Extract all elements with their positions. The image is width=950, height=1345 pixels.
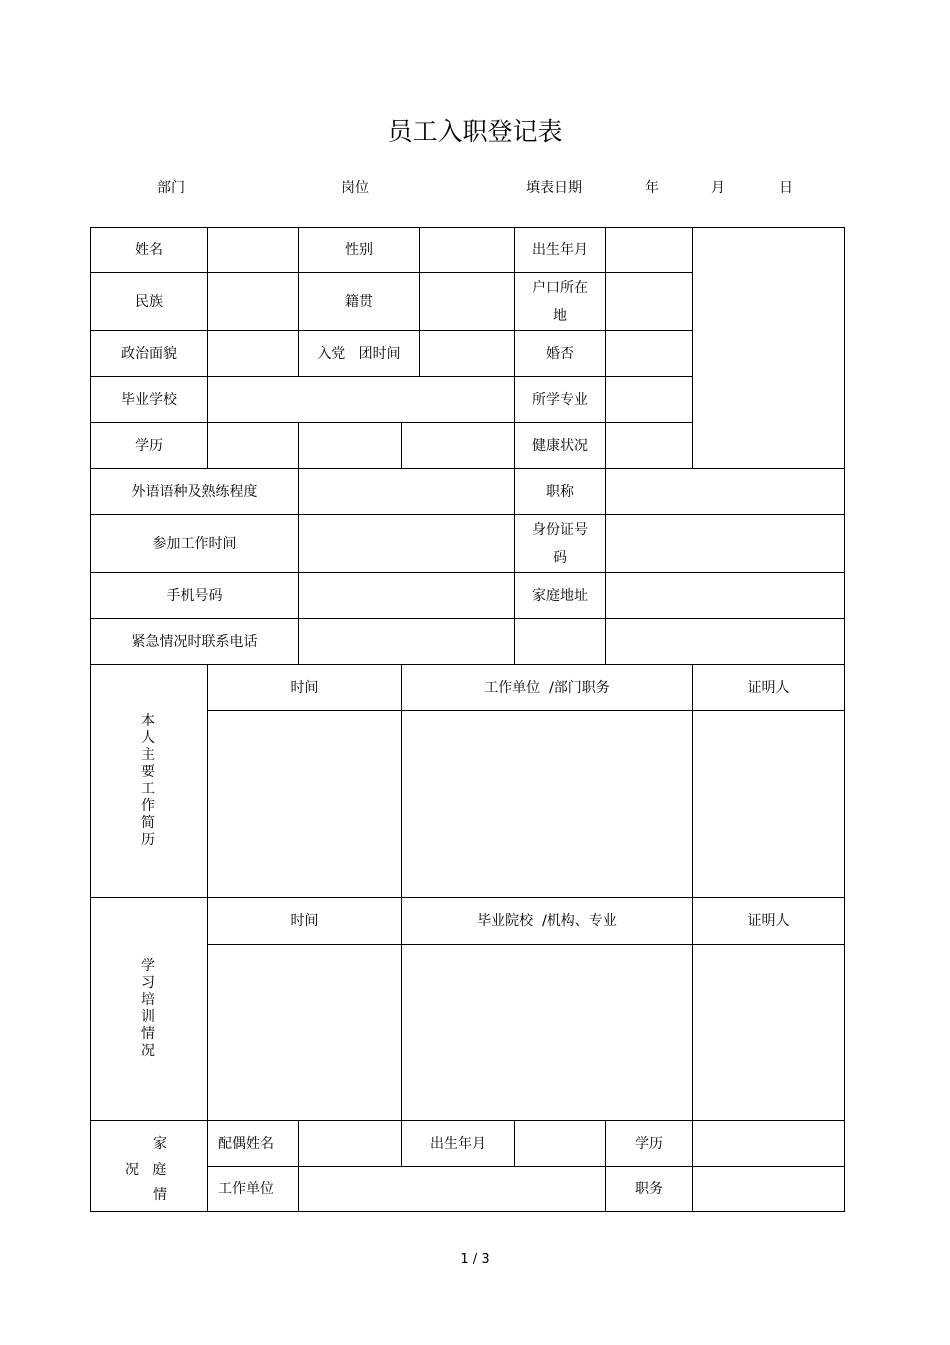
family-label-b: 况 庭 bbox=[125, 1162, 167, 1178]
address-label: 家庭地址 bbox=[532, 587, 588, 604]
study-witness-field[interactable] bbox=[693, 945, 844, 1120]
work-unit-header: 工作单位 /部门职务 bbox=[484, 679, 610, 696]
spouse-name-label: 配偶姓名 bbox=[218, 1135, 274, 1152]
photo-box[interactable] bbox=[693, 228, 844, 468]
education-field-3[interactable] bbox=[402, 423, 514, 468]
work-time-field[interactable] bbox=[208, 711, 401, 897]
post-label: 岗位 bbox=[341, 180, 369, 196]
spouse-work-unit-label: 工作单位 bbox=[218, 1181, 274, 1197]
political-field[interactable] bbox=[208, 331, 298, 376]
spouse-birth-label: 出生年月 bbox=[430, 1135, 486, 1152]
name-field[interactable] bbox=[208, 228, 298, 272]
month-label: 月 bbox=[711, 180, 725, 196]
ethnicity-field[interactable] bbox=[208, 273, 298, 330]
fill-date-label: 填表日期 bbox=[526, 180, 582, 196]
work-history-label bbox=[138, 665, 158, 897]
spouse-work-unit-field[interactable] bbox=[299, 1167, 605, 1211]
major-field[interactable] bbox=[606, 377, 692, 422]
ethnicity-label: 民族 bbox=[135, 293, 163, 310]
language-field[interactable] bbox=[299, 469, 514, 514]
work-start-label: 参加工作时间 bbox=[152, 535, 237, 552]
id-number-field[interactable] bbox=[606, 515, 844, 572]
work-history-label-text: 本人主要工作简历 bbox=[141, 713, 155, 848]
gender-label: 性别 bbox=[345, 242, 373, 258]
major-label: 所学专业 bbox=[532, 391, 588, 408]
day-label: 日 bbox=[779, 180, 793, 196]
study-school-field[interactable] bbox=[402, 945, 692, 1120]
party-time-label: 入党 团时间 bbox=[317, 345, 401, 362]
address-field[interactable] bbox=[606, 573, 844, 618]
spouse-name-field[interactable] bbox=[299, 1121, 401, 1166]
mobile-field[interactable] bbox=[299, 573, 514, 618]
work-time-header: 时间 bbox=[290, 679, 319, 696]
form-title: 员工入职登记表 bbox=[387, 117, 563, 146]
year-label: 年 bbox=[645, 180, 659, 196]
hukou-label bbox=[515, 273, 605, 330]
title-rank-label: 职称 bbox=[546, 483, 574, 500]
birth-label: 出生年月 bbox=[532, 242, 588, 258]
study-history-label bbox=[138, 898, 158, 1120]
id-number-label-line1: 身份证号 bbox=[532, 521, 588, 538]
study-history-label-text: 学习培训情况 bbox=[141, 958, 155, 1059]
work-witness-header: 证明人 bbox=[747, 679, 790, 696]
id-number-label-line2: 码 bbox=[553, 549, 567, 566]
spouse-position-label: 职务 bbox=[635, 1181, 663, 1197]
native-place-field[interactable] bbox=[420, 273, 514, 330]
work-witness-field[interactable] bbox=[693, 711, 844, 897]
name-label: 姓名 bbox=[135, 242, 163, 258]
education-label: 学历 bbox=[135, 437, 163, 454]
party-time-field[interactable] bbox=[420, 331, 514, 376]
emergency-field[interactable] bbox=[299, 619, 844, 664]
dept-label: 部门 bbox=[157, 180, 185, 196]
family-label-a: 家 bbox=[153, 1136, 167, 1152]
id-number-label bbox=[515, 515, 605, 572]
work-start-field[interactable] bbox=[299, 515, 514, 572]
spouse-education-label: 学历 bbox=[635, 1135, 663, 1152]
title-rank-field[interactable] bbox=[606, 469, 844, 514]
hukou-label-line2: 地 bbox=[553, 307, 567, 324]
school-field[interactable] bbox=[208, 377, 514, 422]
emergency-label: 紧急情况时联系电话 bbox=[131, 633, 258, 650]
health-label: 健康状况 bbox=[532, 437, 588, 454]
page-number: 1 / 3 bbox=[460, 1252, 490, 1267]
study-witness-header: 证明人 bbox=[747, 913, 790, 929]
education-field-2[interactable] bbox=[299, 423, 401, 468]
mobile-label: 手机号码 bbox=[166, 587, 223, 604]
work-unit-field[interactable] bbox=[402, 711, 692, 897]
political-label: 政治面貌 bbox=[121, 345, 177, 362]
education-field-1[interactable] bbox=[208, 423, 298, 468]
hukou-field[interactable] bbox=[606, 273, 692, 330]
study-time-header: 时间 bbox=[290, 913, 319, 929]
health-field[interactable] bbox=[606, 423, 692, 468]
study-school-header: 毕业院校 /机构、专业 bbox=[477, 913, 617, 929]
birth-field[interactable] bbox=[606, 228, 692, 272]
marital-label: 婚否 bbox=[546, 345, 574, 362]
native-place-label: 籍贯 bbox=[345, 293, 373, 310]
spouse-education-field[interactable] bbox=[693, 1121, 844, 1166]
hukou-label-line1: 户口所在 bbox=[532, 279, 588, 296]
language-label: 外语语种及熟练程度 bbox=[131, 483, 258, 500]
spouse-position-field[interactable] bbox=[693, 1167, 844, 1211]
family-label-c: 情 bbox=[153, 1187, 167, 1203]
marital-field[interactable] bbox=[606, 331, 692, 376]
spouse-birth-field[interactable] bbox=[515, 1121, 605, 1166]
school-label: 毕业学校 bbox=[121, 391, 177, 408]
gender-field[interactable] bbox=[420, 228, 514, 272]
study-time-field[interactable] bbox=[208, 945, 401, 1120]
